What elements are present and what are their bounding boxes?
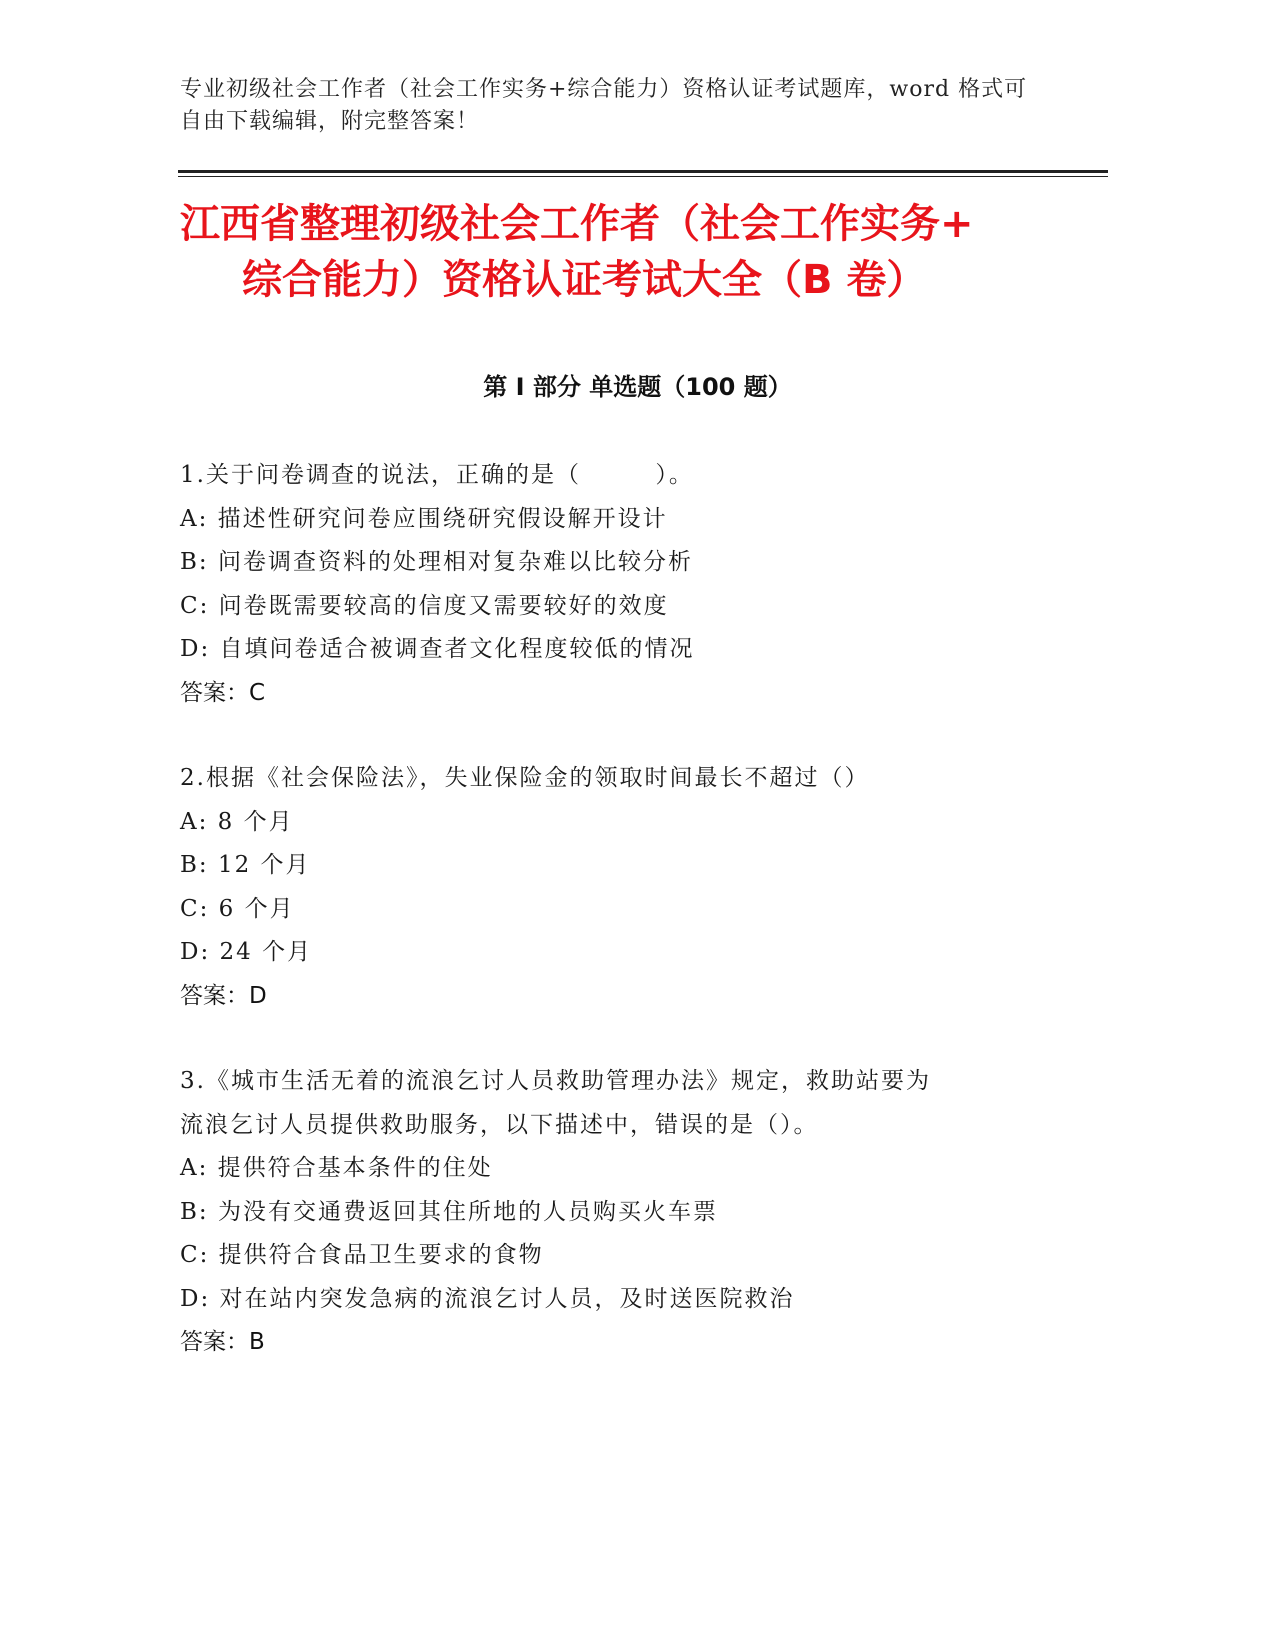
header-divider-thin (178, 176, 1108, 177)
option-d: D: 对在站内突发急病的流浪乞讨人员，及时送医院救治 (180, 1285, 795, 1312)
document-title-line-1: 江西省整理初级社会工作者（社会工作实务+ (180, 201, 974, 247)
option-c: C: 问卷既需要较高的信度又需要较好的效度 (180, 592, 669, 619)
option-a: A: 描述性研究问卷应围绕研究假设解开设计 (180, 505, 668, 532)
option-b: B: 为没有交通费返回其住所地的人员购买火车票 (180, 1198, 718, 1225)
answer: 答案：B (180, 1329, 265, 1355)
option-c: C: 提供符合食品卫生要求的食物 (180, 1242, 544, 1268)
header-note (180, 74, 1060, 138)
section-heading: 第 I 部分 单选题（100 题） (483, 373, 792, 401)
option-d: D: 自填问卷适合被调查者文化程度较低的情况 (180, 636, 695, 662)
header-divider-thick (178, 170, 1108, 173)
question-stem-line-1: 3.《城市生活无着的流浪乞讨人员救助管理办法》规定，救助站要为 (180, 1068, 931, 1094)
answer: 答案：D (180, 982, 267, 1009)
question-stem-line-2: 流浪乞讨人员提供救助服务，以下描述中，错误的是（）。 (180, 1111, 819, 1138)
option-b: B: 问卷调查资料的处理相对复杂难以比较分析 (180, 549, 693, 575)
option-d: D: 24 个月 (180, 939, 313, 965)
document-title-line-2: 综合能力）资格认证考试大全（B 卷） (242, 257, 927, 303)
question-stem: 2.根据《社会保险法》，失业保险金的领取时间最长不超过（） (180, 765, 870, 791)
header-note-line-2: 自由下载编辑，附完整答案！ (180, 109, 480, 134)
question-2 (180, 757, 1060, 1018)
question-3 (180, 1060, 1060, 1365)
question-1 (180, 454, 1060, 715)
option-b: B: 12 个月 (180, 852, 311, 878)
question-list (180, 454, 1060, 1407)
document-title (180, 196, 1080, 308)
header-note-line-1: 专业初级社会工作者（社会工作实务+综合能力）资格认证考试题库，word 格式可 (180, 77, 1028, 102)
answer: 答案：C (180, 679, 266, 706)
option-c: C: 6 个月 (180, 895, 295, 922)
option-a: A: 提供符合基本条件的住处 (180, 1155, 493, 1181)
option-a: A: 8 个月 (180, 808, 294, 835)
question-stem: 1.关于问卷调查的说法，正确的是（ ）。 (180, 462, 694, 488)
